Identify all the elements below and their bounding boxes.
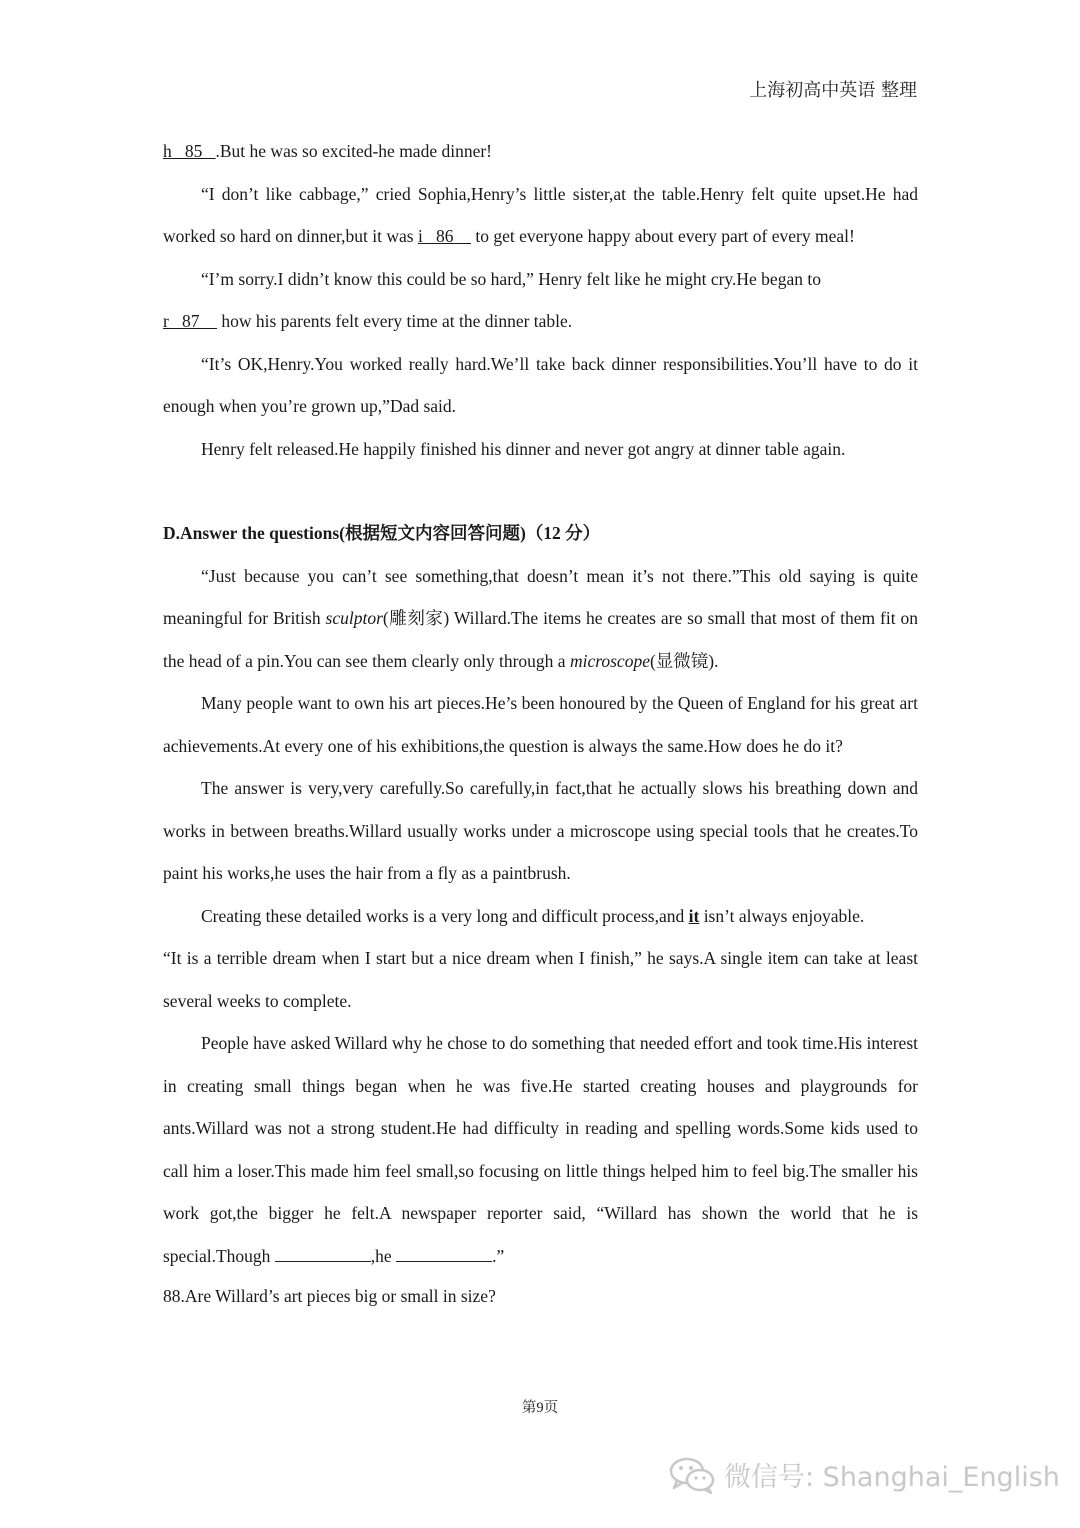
- watermark: [668, 1455, 1060, 1494]
- term-sculptor: sculptor: [325, 608, 383, 628]
- watermark-text: 微信号: Shanghai_English: [724, 1462, 1060, 1493]
- story-paragraph: “It’s OK,Henry.You worked really hard.We’ll take back dinner responsibilities.You’ll have to do it enough when you’re grown up,”Dad said.: [163, 353, 918, 416]
- story-text: “I don’t like cabbage,” cried Sophia,Henry’s little sister,at the table.Henry felt quite upset.He had worked so hard on dinner,but it was: [163, 183, 918, 246]
- passage-text: People have asked Willard why he chose to do something that needed effort and took time.His interest in creating small things began when he was five.He started creating houses and playgrounds for ants.Willard was not a strong student.He had difficulty in reading and spelling words.Some kids used to call him a loser.This made him feel small,so focusing on little things helped him to feel big.The smaller his work got,the bigger he felt.A newspaper reporter said, “Willard has shown the world that he is special.Though: [163, 1033, 918, 1266]
- document-header: 上海初高中英语 整理: [749, 80, 917, 101]
- answer-blank-2: [396, 1247, 492, 1262]
- passage-paragraph: The answer is very,very carefully.So carefully,in fact,that he actually slows his breathing down and works in between breaths.Willard usually works under a microscope using special tools that he creates.To paint his works,he uses the hair from a fly as a paintbrush.: [163, 778, 918, 883]
- passage-text: ,he: [370, 1245, 397, 1266]
- answer-blank-1: [275, 1247, 371, 1262]
- blank-87: r 87: [163, 311, 217, 331]
- passage-text: .”: [492, 1245, 505, 1266]
- story-line-85: [163, 130, 918, 173]
- passage-text: “It is a terrible dream when I start but a nice dream when I finish,” he says.A single item can take at least several weeks to complete.: [163, 948, 918, 1011]
- passage-paragraph: [163, 555, 918, 683]
- story-paragraph: “I’m sorry.I didn’t know this could be so hard,” Henry felt like he might cry.He began to: [201, 268, 821, 289]
- story-line-87: [163, 300, 918, 343]
- story-paragraph: Henry felt released.He happily finished his dinner and never got angry at dinner table again.: [201, 438, 846, 459]
- page-number: 第9页: [521, 1400, 559, 1416]
- highlighted-word-it: it: [688, 905, 700, 926]
- passage-paragraph: Many people want to own his art pieces.He’s been honoured by the Queen of England for his great art achievements.At every one of his exhibitions,the question is always the same.How does he do it?: [163, 693, 918, 756]
- passage-text: “Just because you can’t see something,that doesn’t mean it’s not there.”This old saying is quite meaningful for British: [163, 565, 918, 628]
- story-text: .But he was so excited-he made dinner!: [215, 141, 493, 161]
- question-88: 88.Are Willard’s art pieces big or small in size?: [163, 1286, 496, 1306]
- passage-text: (显微镜).: [649, 650, 719, 671]
- page-content: [163, 130, 918, 1315]
- wechat-icon: [668, 1456, 716, 1494]
- blank-85: 85: [171, 141, 216, 161]
- passage-text: (雕刻家) Willard.The items he creates are so small that most of them fit on the head of a pin.You can see them clearly only through a: [163, 608, 918, 671]
- term-microscope: microscope: [569, 650, 650, 671]
- story-text: how his parents felt every time at the dinner table.: [216, 311, 573, 331]
- blank-85-letter: h: [163, 141, 172, 161]
- passage-paragraph: [163, 1022, 918, 1277]
- blank-86: i 86: [417, 226, 471, 246]
- section-title: D.Answer the questions(根据短文内容回答问题)（12 分）: [163, 523, 601, 543]
- passage-text: Creating these detailed works is a very long and difficult process,and: [201, 905, 689, 926]
- passage-text: isn’t always enjoyable.: [699, 905, 865, 926]
- story-paragraph: [163, 173, 918, 258]
- story-text: to get everyone happy about every part of every meal!: [470, 226, 855, 246]
- passage-paragraph: [163, 895, 918, 1023]
